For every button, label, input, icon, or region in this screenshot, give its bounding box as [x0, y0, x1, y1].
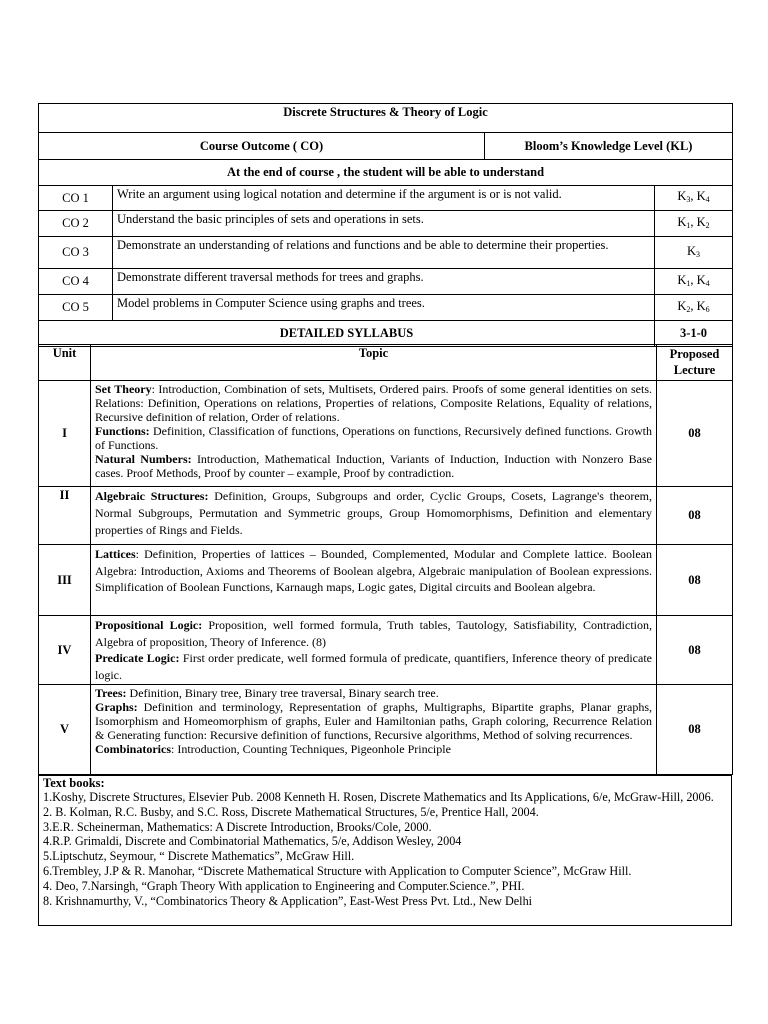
textbook-item: 4.R.P. Grimaldi, Discrete and Combinatorial Mathematics, 5/e, Addison Wesley, 2004 [43, 834, 462, 849]
unit-number: V [39, 685, 91, 775]
course-outcome-table [38, 103, 733, 347]
co-knowledge-level: $K_1$, $K_2$ [655, 211, 733, 237]
co-id: CO 2 [39, 211, 113, 237]
unit-topic [91, 381, 657, 487]
unit-row [39, 545, 733, 616]
co-header-outcome: Course Outcome ( CO) [39, 133, 485, 160]
textbook-item: 3.E.R. Scheinerman, Mathematics: A Discrete Introduction, Brooks/Cole, 2000. [43, 819, 432, 834]
unit-lectures: 08 [657, 381, 733, 487]
detailed-syllabus-title: DETAILED SYLLABUS [39, 321, 655, 347]
co-row [39, 186, 733, 211]
co-description: Model problems in Computer Science using graphs and trees. [113, 295, 655, 321]
topic-text: Definition, Classification of functions, Operations on functions, Recursively defined functions. Growth of Functions. [95, 424, 652, 452]
unit-lectures: 08 [657, 616, 733, 685]
topic-paragraph [95, 686, 652, 700]
course-title: Discrete Structures & Theory of Logic [39, 104, 733, 133]
co-rows [39, 186, 733, 321]
textbooks-title: Text books: [43, 776, 105, 790]
co-row [39, 269, 733, 295]
unit-number: I [39, 381, 91, 487]
textbook-item: 6.Trembley, J.P & R. Manohar, “Discrete Mathematical Structure with Application to Computer Science”, McGraw Hill. [43, 863, 632, 878]
col-topic-header: Topic [91, 345, 657, 381]
ltp-value: 3-1-0 [655, 321, 733, 347]
co-id: CO 4 [39, 269, 113, 295]
unit-row [39, 616, 733, 685]
co-knowledge-level: $K_3$ [655, 237, 733, 269]
topic-heading: Trees: [95, 686, 130, 700]
unit-topic [91, 545, 657, 616]
topic-paragraph [95, 617, 652, 650]
co-row [39, 295, 733, 321]
topic-paragraph [95, 488, 652, 539]
co-header-kl: Bloom’s Knowledge Level (KL) [485, 133, 733, 160]
topic-text: Introduction, Mathematical Induction, Variants of Induction, Induction with Nonzero Base cases. Proof Methods, Proof by counter – example, Proof by contradiction. [95, 452, 652, 480]
topic-paragraph [95, 650, 652, 683]
textbooks-section [38, 775, 732, 926]
topic-text: First order predicate, well formed formula of predicate, quantifiers, Inference theory of predicate logic. [95, 651, 652, 682]
topic-heading: Algebraic Structures: [95, 489, 215, 503]
topic-text: Definition and terminology, Representation of graphs, Multigraphs, Bipartite graphs, Planar graphs, Isomorphism and Homeomorphism of graphs, Euler and Hamiltonian paths, Graph coloring, Recurrence Relation & Generating function: Recursive definition of functions, Recursive algorithms, Method of solving recurrences. [95, 700, 652, 742]
unit-lectures: 08 [657, 487, 733, 545]
unit-row [39, 381, 733, 487]
topic-text: Proposition, well formed formula, Truth tables, Tautology, Satisfiability, Contradiction, Algebra of proposition, Theory of Inference. (8) [95, 618, 652, 649]
unit-lectures: 08 [657, 545, 733, 616]
co-row [39, 211, 733, 237]
unit-number: IV [39, 616, 91, 685]
co-description: Demonstrate different traversal methods for trees and graphs. [113, 269, 655, 295]
co-knowledge-level: $K_1$, $K_4$ [655, 269, 733, 295]
topic-heading: Combinatorics [95, 742, 171, 756]
topic-paragraph [95, 452, 652, 480]
topic-paragraph [95, 700, 652, 742]
topic-heading: Set Theory [95, 382, 152, 396]
unit-lectures: 08 [657, 685, 733, 775]
co-description: Understand the basic principles of sets and operations in sets. [113, 211, 655, 237]
topic-paragraph [95, 424, 652, 452]
col-unit-header: Unit [39, 345, 91, 381]
textbooks-list [43, 790, 727, 908]
topic-heading: Predicate Logic: [95, 651, 183, 665]
unit-number: II [39, 487, 91, 545]
co-description: Write an argument using logical notation and determine if the argument is or is not valid. [113, 186, 655, 211]
topic-heading: Lattices [95, 547, 136, 561]
textbook-item: 8. Krishnamurthy, V., “Combinatorics Theory & Application”, East-West Press Pvt. Ltd., New Delhi [43, 893, 533, 908]
unit-topic [91, 616, 657, 685]
topic-text: Definition, Groups, Subgroups and order, Cyclic Groups, Cosets, Lagrange's theorem, Normal Subgroups, Permutation and Symmetric groups, Group Homomorphisms, Definition and elementary properties of Rings and Fields. [95, 489, 652, 537]
co-description: Demonstrate an understanding of relations and functions and be able to determine their properties. [113, 237, 655, 269]
textbook-item: 1.Koshy, Discrete Structures, Elsevier Pub. 2008 Kenneth H. Rosen, Discrete Mathematics and Its Applications, 6/e, McGraw-Hill, 2006. [43, 790, 714, 804]
textbook-item: 4. Deo, 7.Narsingh, “Graph Theory With application to Engineering and Computer.Science.”, PHI. [43, 878, 525, 893]
topic-text: Definition, Binary tree, Binary tree traversal, Binary search tree. [129, 686, 439, 700]
unit-rows [39, 381, 733, 775]
unit-topic [91, 487, 657, 545]
topic-text: : Definition, Properties of lattices – Bounded, Complemented, Modular and Complete lattice. Boolean Algebra: Introduction, Axioms and Theorems of Boolean algebra, Algebraic manipulation of Boolean expressions. Simplification of Boolean Functions, Karnaugh maps, Logic gates, Digital circuits and Boolean algebra. [95, 547, 652, 594]
topic-paragraph [95, 546, 652, 596]
col-lecture-header [657, 345, 733, 381]
textbook-item: 2. B. Kolman, R.C. Busby, and S.C. Ross, Discrete Mathematical Structures, 5/e, Prentice Hall, 2004. [43, 804, 539, 819]
co-row [39, 237, 733, 269]
col-lecture-header-line1: Proposed [669, 347, 720, 361]
end-of-course-statement: At the end of course , the student will be able to understand [39, 160, 733, 186]
unit-row [39, 685, 733, 775]
topic-text: : Introduction, Counting Techniques, Pigeonhole Principle [171, 742, 451, 756]
unit-topic [91, 685, 657, 775]
unit-number: III [39, 545, 91, 616]
co-id: CO 1 [39, 186, 113, 211]
co-id: CO 5 [39, 295, 113, 321]
topic-heading: Natural Numbers: [95, 452, 197, 466]
topic-text: : Introduction, Combination of sets, Multisets, Ordered pairs. Proofs of some general identities on sets. Relations: Definition, Operations on relations, Properties of relations, Composite Relations, Equality of relations, Recursive definition of relation, Order of relations. [95, 382, 653, 424]
col-lecture-header-line2: Lecture [673, 363, 716, 377]
topic-heading: Functions: [95, 424, 153, 438]
topic-heading: Graphs: [95, 700, 144, 714]
co-knowledge-level: $K_2$, $K_6$ [655, 295, 733, 321]
co-knowledge-level: $K_3$, $K_4$ [655, 186, 733, 211]
topic-paragraph [95, 742, 652, 756]
syllabus-table [38, 344, 733, 775]
textbook-item: 5.Liptschutz, Seymour, “ Discrete Mathematics”, McGraw Hill. [43, 849, 355, 864]
topic-paragraph [95, 382, 652, 424]
topic-heading: Propositional Logic: [95, 618, 209, 632]
unit-row [39, 487, 733, 545]
co-id: CO 3 [39, 237, 113, 269]
